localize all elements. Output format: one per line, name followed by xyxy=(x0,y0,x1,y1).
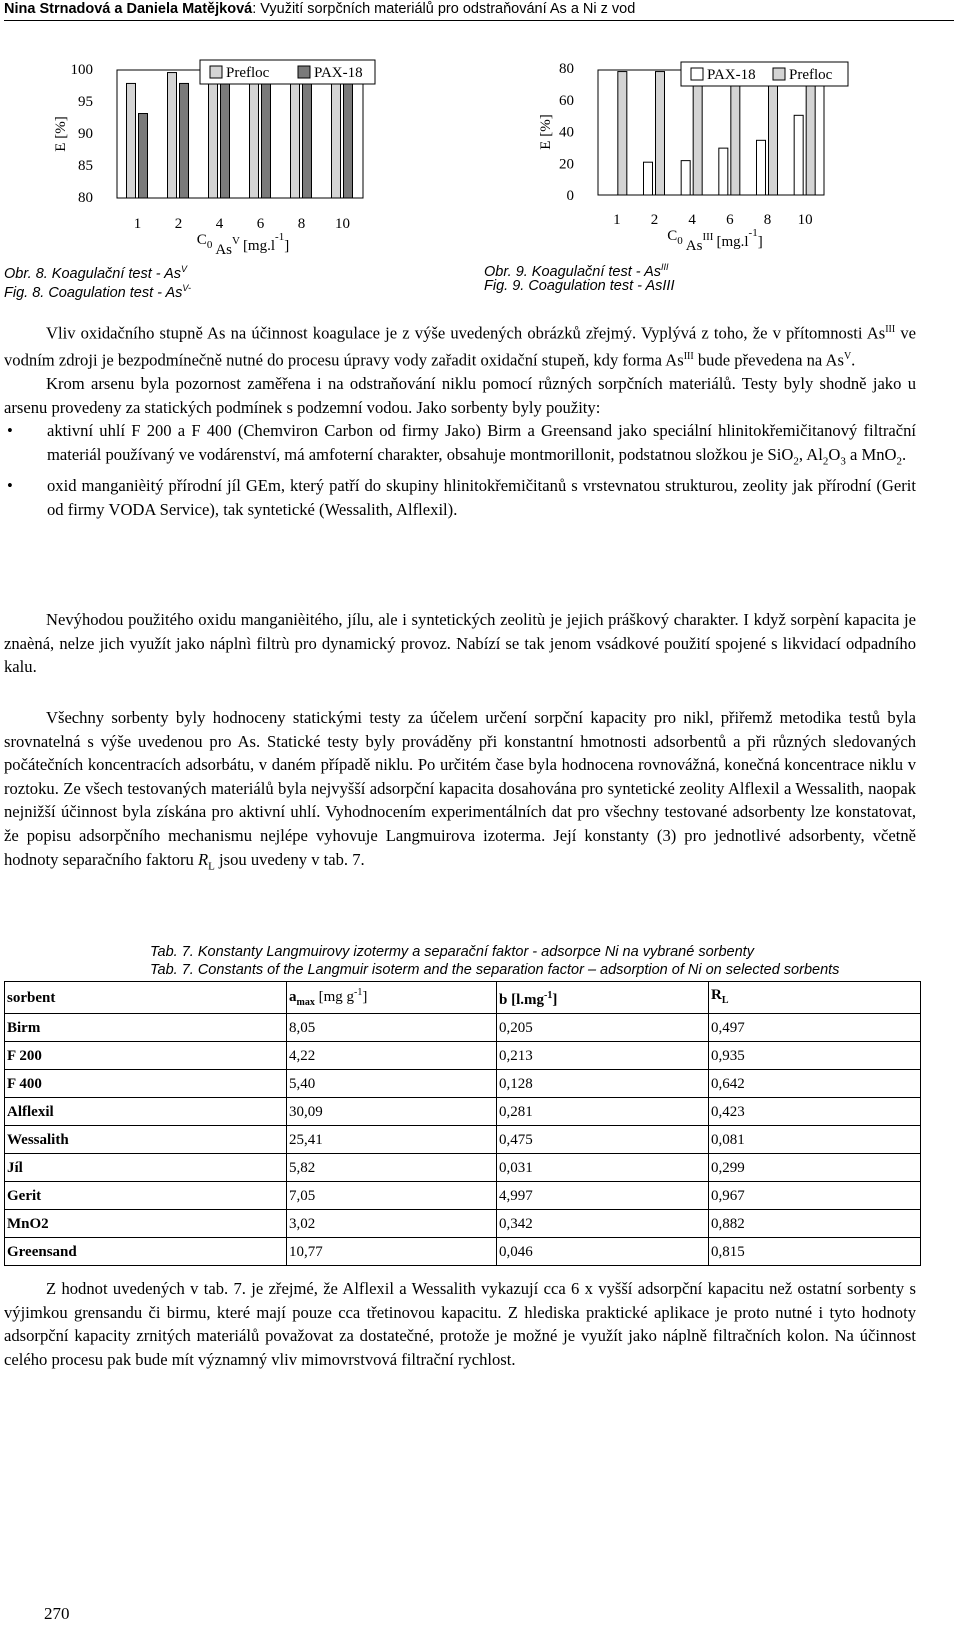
x-axis-label-part: 0 xyxy=(677,235,683,247)
x-tick-label: 2 xyxy=(650,212,659,228)
x-axis-label-part: C xyxy=(196,232,207,248)
bar-prefloc xyxy=(731,72,740,195)
bar-prefloc xyxy=(127,83,136,198)
table-cell: 0,081 xyxy=(709,1126,921,1154)
table-cell: Birm xyxy=(5,1014,287,1042)
table-row xyxy=(5,1070,921,1098)
page-number: 270 xyxy=(44,1604,70,1623)
legend-label: Prefloc xyxy=(226,65,270,81)
table-row xyxy=(5,1098,921,1126)
table-cell: 0,497 xyxy=(709,1014,921,1042)
header-sorbent: sorbent xyxy=(5,982,287,1014)
y-tick-label: 90 xyxy=(78,126,93,142)
legend-label: PAX-18 xyxy=(707,67,756,83)
list-item: • aktivní uhlí F 200 a F 400 (Chemviron Carbon od firmy Jako) Birm a Greensand jako speciální hlinitokřemičitanový filtrační materiál používaný ve vodárenství, má amfoterní charakter, obsahuje montmorillonit, podstatnou složkou je SiO$_2$, $Al_2O_3$ a MnO$_2$. xyxy=(7,421,916,468)
table-caption-cz: Tab. 7. Konstanty Langmuirovy izotermy a separační faktor - adsorpce Ni na vybrané sorbenty xyxy=(150,944,754,960)
x-tick-label: 2 xyxy=(174,216,183,232)
y-tick-label: 60 xyxy=(559,92,574,109)
y-tick-label: 80 xyxy=(559,61,574,77)
table-cell: 0,342 xyxy=(497,1210,709,1238)
x-tick-label: 4 xyxy=(215,216,224,232)
table-cell: 0,935 xyxy=(709,1042,921,1070)
table-header-row xyxy=(5,982,921,1014)
x-axis-label-part: -1 xyxy=(748,227,758,239)
bullet-symbol: • xyxy=(7,475,13,495)
bar-prefloc xyxy=(168,73,177,198)
bar-pax-18 xyxy=(139,114,148,198)
paragraph-nickel-intro: Krom arsenu byla pozornost zaměřena i na odstraňování niklu pomocí různých sorpčních materiálů. Testy byly shodně jako u arsenu provedeny za statických podmínek s podzemní vodou. Jako sorbenty byly použity: xyxy=(4,374,916,417)
table-cell: 0,815 xyxy=(709,1238,921,1266)
bar-prefloc xyxy=(618,72,627,195)
figure-9-chart xyxy=(480,40,950,270)
y-tick-label: 85 xyxy=(78,158,93,174)
table-row xyxy=(5,1126,921,1154)
x-axis-label-part: C xyxy=(667,228,678,244)
body-section-1 xyxy=(4,318,916,521)
table-cell: 30,09 xyxy=(287,1098,497,1126)
header-rl: $R_L$ xyxy=(709,982,921,1014)
header-b: b $[l.mg^{-1}]$ xyxy=(497,982,709,1014)
y-tick-label: 40 xyxy=(559,124,574,141)
x-axis-label-part: -1 xyxy=(275,231,285,243)
bar-pax-18 xyxy=(794,115,803,195)
paragraph-disadvantage: Nevýhodou použitého oxidu manganièitého, jílu, ale i syntetických zeolitù je jejich práškový charakter. I když sorpèní kapacita je znaèná, nelze jich využít jako náplnì filtrù pro dynamický provoz. Nabízí se tak jenom vsádkové použití spojené s likvidací odpadního kalu. xyxy=(4,610,916,677)
table-cell: 0,967 xyxy=(709,1182,921,1210)
x-tick-label: 10 xyxy=(335,216,350,232)
bar-prefloc xyxy=(693,72,702,195)
legend-swatch xyxy=(210,66,222,78)
x-tick-label: 4 xyxy=(688,212,696,228)
table-cell: 0,213 xyxy=(497,1042,709,1070)
table-cell: 5,40 xyxy=(287,1070,497,1098)
bar-pax-18 xyxy=(180,83,189,198)
bar-pax-18 xyxy=(681,161,690,195)
table-cell: 0,423 xyxy=(709,1098,921,1126)
table-cell: 25,41 xyxy=(287,1126,497,1154)
table-cell: 3,02 xyxy=(287,1210,497,1238)
table-cell: F 400 xyxy=(5,1070,287,1098)
table-cell: 0,475 xyxy=(497,1126,709,1154)
table-cell: 7,05 xyxy=(287,1182,497,1210)
legend-swatch xyxy=(773,68,785,80)
table-cell: 4,997 xyxy=(497,1182,709,1210)
table-cell: 0,299 xyxy=(709,1154,921,1182)
x-tick-label: 10 xyxy=(797,212,813,228)
y-tick-label: 20 xyxy=(559,156,574,173)
bar-pax-18 xyxy=(719,148,728,195)
y-tick-label: 0 xyxy=(566,188,574,204)
x-axis-label xyxy=(667,227,762,254)
table-cell: MnO2 xyxy=(5,1210,287,1238)
figure-8-caption-en: Fig. 8. Coagulation test - $As^{V-}$ xyxy=(4,283,192,301)
y-tick-label: 95 xyxy=(78,94,93,110)
y-tick-label: 100 xyxy=(70,62,93,78)
x-axis-label-part: 0 xyxy=(206,239,213,251)
table-cell: F 200 xyxy=(5,1042,287,1070)
header-rule xyxy=(4,20,954,21)
table-row xyxy=(5,1014,921,1042)
x-axis-label-part: As xyxy=(215,242,232,258)
bar-pax-18 xyxy=(644,162,653,195)
y-tick-label: 80 xyxy=(78,190,93,206)
table-cell: Greensand xyxy=(5,1238,287,1266)
paragraph-conclusion: Z hodnot uvedených v tab. 7. je zřejmé, že Alflexil a Wessalith vykazují cca 6 x vyšší adsorpční kapacitu než ostatní sorbenty s výjimkou grensandu či birmu, které mají pouze cca třetinovou kapacitu. Z hlediska praktické aplikace je proto nutné i tyto hodnoty adsorpční kapacity zrnitých materiálů považovat za dostatečné, protože je možné je využít jako náplně filtračních kolon. Na účinnost celého procesu pak bude mít významný vliv mimovrstvová filtrační rychlost. xyxy=(4,1279,916,1369)
legend-swatch xyxy=(691,68,703,80)
x-axis-label-part: [mg.l xyxy=(716,234,749,250)
plot-frame xyxy=(598,70,824,195)
table-row xyxy=(5,1210,921,1238)
x-tick-label: 6 xyxy=(726,212,734,228)
legend-swatch xyxy=(298,66,310,78)
table-caption-en: Tab. 7. Constants of the Langmuir isoterm and the separation factor – adsorption of Ni on selected sorbents xyxy=(150,962,840,978)
header-amax: $a_{max}$ [mg $g^{-1}$] xyxy=(287,982,497,1014)
bar-pax-18 xyxy=(262,81,271,198)
table-cell: Gerit xyxy=(5,1182,287,1210)
x-tick-label: 1 xyxy=(133,216,142,232)
langmuir-table xyxy=(4,981,921,1266)
header-authors: Nina Strnadová a Daniela Matějková xyxy=(4,1,253,17)
header-separator: : xyxy=(252,1,261,17)
legend-label: Prefloc xyxy=(789,67,833,83)
table-cell: 0,281 xyxy=(497,1098,709,1126)
table-cell: 0,128 xyxy=(497,1070,709,1098)
header-title: Využití sorpčních materiálů pro odstraňování As a Ni z vod xyxy=(260,1,636,17)
bar-prefloc xyxy=(250,71,259,198)
table-cell: 10,77 xyxy=(287,1238,497,1266)
x-axis-label-part: III xyxy=(702,231,714,243)
x-tick-label: 8 xyxy=(297,216,306,232)
table-row xyxy=(5,1042,921,1070)
x-axis-label xyxy=(197,231,289,258)
sorbent-list xyxy=(4,419,916,521)
table-cell: 8,05 xyxy=(287,1014,497,1042)
table-cell: 0,031 xyxy=(497,1154,709,1182)
y-axis-label: E [%] xyxy=(53,116,69,152)
table-cell: Jíl xyxy=(5,1154,287,1182)
list-item: • oxid manganièitý přírodní jíl GEm, který patří do skupiny hlinitokřemičitanů s vrstevnatou strukturou, zeolity jak přírodní (Gerit od firmy VODA Service), tak syntetické (Wessalith, Alflexil). xyxy=(7,475,916,519)
table-cell: Wessalith xyxy=(5,1126,287,1154)
figure-8-chart xyxy=(0,40,470,270)
x-axis-label-part: [mg.l xyxy=(242,238,276,254)
x-axis-label-part: V xyxy=(231,235,240,247)
bullet-symbol: • xyxy=(7,421,13,441)
legend-label: PAX-18 xyxy=(314,65,363,81)
x-tick-label: 6 xyxy=(256,216,265,232)
figure-9-caption-en: Fig. 9. Coagulation test - AsIII xyxy=(484,278,675,294)
figure-8-caption-cz: Obr. 8. Koagulační test - $As^V$ xyxy=(4,264,188,282)
table-cell: 5,82 xyxy=(287,1154,497,1182)
bar-pax-18 xyxy=(303,81,312,198)
bar-prefloc xyxy=(656,72,665,195)
table-row xyxy=(5,1154,921,1182)
x-axis-label-part: ] xyxy=(757,234,763,250)
bar-prefloc xyxy=(769,72,778,195)
table-row xyxy=(5,1182,921,1210)
bar-pax-18 xyxy=(221,74,230,198)
paragraph-static-tests: Všechny sorbenty byly hodnoceny statickými testy za účelem určení sorpční kapacity pro nikl, přiřemž metodika testů byla srovnatelná s výše uvedenou pro As. Statické testy byly prováděny při konstantní hmotnosti adsorbentů a při různých sledovaných počátečních koncentracích adsorbátu, v daném případě niklu. Po určitém čase byla hodnocena rovnovážná, konečná koncentrace niklu v roztoku. Ze všech testovaných materiálů byla nejvyšší adsorpční kapacita dosahována pro syntetické zeolity Alflexil a Wessalith, naopak nejnižší účinnost byla získána pro aktivní uhlí. Vyhodnocením experimentálních dat pro všechny testované adsorbenty lze konstatovat, že popisu adsorpčního mechanismu nejlépe vyhovuje Langmuirova izoterma. Její konstanty (3) pro jednotlivé adsorbenty, včetně hodnoty separačního faktoru $R_L$ jsou uvedeny v tab. 7. xyxy=(4,708,916,872)
bar-prefloc xyxy=(332,71,341,198)
x-tick-label: 8 xyxy=(763,212,772,228)
table-cell: 0,046 xyxy=(497,1238,709,1266)
table-cell: 0,642 xyxy=(709,1070,921,1098)
bar-prefloc xyxy=(291,71,300,198)
table-cell: Alflexil xyxy=(5,1098,287,1126)
bar-pax-18 xyxy=(757,140,766,195)
table-cell: 4,22 xyxy=(287,1042,497,1070)
x-axis-label-part: ] xyxy=(284,238,290,254)
paragraph-oxidation: Vliv oxidačního stupně As na účinnost koagulace je z výše uvedených obrázků zřejmý. Vyplývá z toho, že v přítomnosti $As^{III}$ ve vodním zdroji je bezpodmínečně nutné do procesu úpravy vody zařadit oxidační stupeň, kdy forma $As^{III}$ bude převedena na $As^V$. xyxy=(4,323,917,370)
table-cell: 0,882 xyxy=(709,1210,921,1238)
plot-frame xyxy=(117,70,363,198)
bar-prefloc xyxy=(806,72,815,195)
bar-prefloc xyxy=(209,72,218,198)
x-axis-label-part: As xyxy=(685,238,703,254)
figure-9-caption-cz: Obr. 9. Koagulační test - $As^{III}$ xyxy=(484,262,669,280)
y-axis-label: E [%] xyxy=(538,114,554,150)
running-header xyxy=(4,0,934,20)
table-row xyxy=(5,1238,921,1266)
table-cell: 0,205 xyxy=(497,1014,709,1042)
bar-pax-18 xyxy=(344,83,353,198)
x-tick-label: 1 xyxy=(613,212,621,228)
